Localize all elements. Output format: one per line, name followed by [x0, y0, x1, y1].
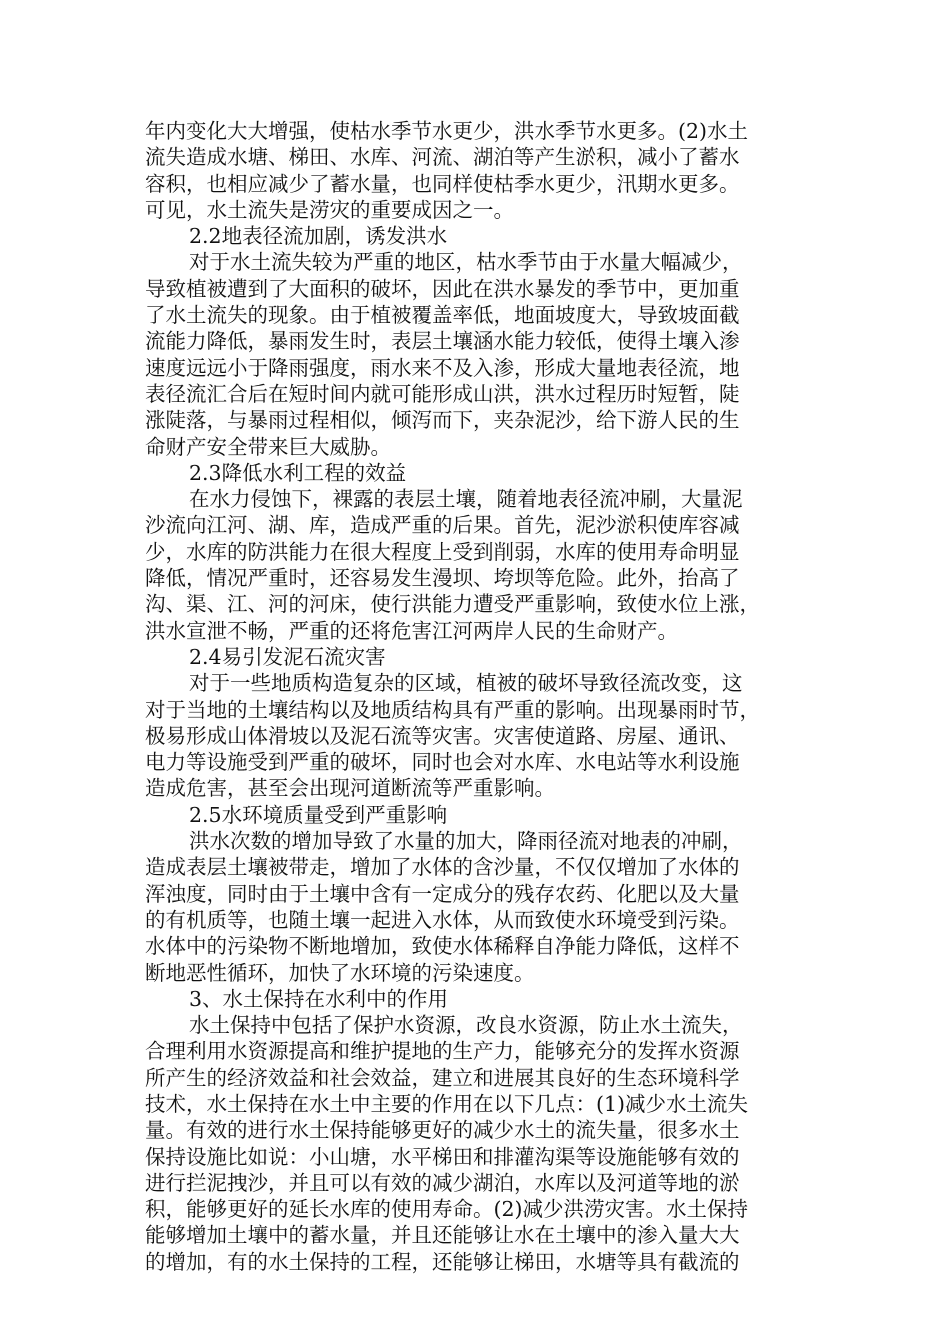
paragraph-line: 对于当地的土壤结构以及地质结构具有严重的影响。出现暴雨时节，: [145, 697, 760, 722]
paragraph-line: 在水力侵蚀下，裸露的表层土壤，随着地表径流冲刷，大量泥: [189, 487, 743, 512]
paragraph-line: 的增加，有的水土保持的工程，还能够让梯田，水塘等具有截流的: [145, 1249, 740, 1274]
paragraph-line: 流能力降低，暴雨发生时，表层土壤涵水能力较低，使得土壤入渗: [145, 329, 740, 354]
paragraph-line: 电力等设施受到严重的破坏，同时也会对水库、水电站等水利设施: [145, 750, 740, 775]
paragraph-line: 合理利用水资源提高和维护提地的生产力，能够充分的发挥水资源: [145, 1039, 740, 1064]
paragraph-line: 速度远远小于降雨强度，雨水来不及入渗，形成大量地表径流，地: [145, 355, 740, 380]
paragraph-line: 命财产安全带来巨大威胁。: [145, 434, 391, 459]
paragraph-line: 沙流向江河、湖、库，造成严重的后果。首先，泥沙淤积使库容减: [145, 513, 740, 538]
section-heading: 2.2地表径流加剧，诱发洪水: [189, 224, 448, 249]
section-heading: 2.3降低水利工程的效益: [189, 460, 407, 485]
paragraph-line: 流失造成水塘、梯田、水库、河流、湖泊等产生淤积，减小了蓄水: [145, 145, 740, 170]
paragraph-line: 水体中的污染物不断地增加，致使水体稀释自净能力降低，这样不: [145, 934, 740, 959]
paragraph-line: 极易形成山体滑坡以及泥石流等灾害。灾害使道路、房屋、通讯、: [145, 723, 740, 748]
paragraph-line: 浑浊度，同时由于土壤中含有一定成分的残存农药、化肥以及大量: [145, 881, 740, 906]
paragraph-line: 保持设施比如说：小山塘，水平梯田和排灌沟渠等设施能够有效的: [145, 1144, 740, 1169]
paragraph-line: 能够增加土壤中的蓄水量，并且还能够让水在土壤中的渗入量大大: [145, 1223, 740, 1248]
paragraph-line: 可见，水土流失是涝灾的重要成因之一。: [145, 197, 514, 222]
paragraph-line: 造成危害，甚至会出现河道断流等严重影响。: [145, 776, 555, 801]
paragraph-line: 的有机质等，也随土壤一起进入水体，从而致使水环境受到污染。: [145, 907, 740, 932]
paragraph-line: 造成表层土壤被带走，增加了水体的含沙量，不仅仅增加了水体的: [145, 855, 740, 880]
paragraph-line: 导致植被遭到了大面积的破坏，因此在洪水暴发的季节中，更加重: [145, 276, 740, 301]
paragraph-line: 量。有效的进行水土保持能够更好的减少水土的流失量，很多水土: [145, 1118, 740, 1143]
paragraph-line: 所产生的经济效益和社会效益，建立和进展其良好的生态环境科学: [145, 1065, 740, 1090]
section-heading: 2.5水环境质量受到严重影响: [189, 802, 448, 827]
paragraph-line: 进行拦泥拽沙，并且可以有效的减少湖泊，水库以及河道等地的淤: [145, 1170, 740, 1195]
document-page: [145, 118, 805, 1275]
paragraph-line: 表径流汇合后在短时间内就可能形成山洪，洪水过程历时短暂，陡: [145, 381, 740, 406]
section-heading: 2.4易引发泥石流灾害: [189, 644, 386, 669]
paragraph-line: 了水土流失的现象。由于植被覆盖率低，地面坡度大，导致坡面截: [145, 303, 740, 328]
paragraph-line: 对于一些地质构造复杂的区域，植被的破坏导致径流改变，这: [189, 671, 743, 696]
paragraph-line: 对于水土流失较为严重的地区，枯水季节由于水量大幅减少，: [189, 250, 743, 275]
paragraph-line: 积，能够更好的延长水库的使用寿命。(2)减少洪涝灾害。水土保持: [145, 1197, 749, 1222]
paragraph-line: 涨陡落，与暴雨过程相似，倾泻而下，夹杂泥沙，给下游人民的生: [145, 408, 740, 433]
paragraph-line: 降低，情况严重时，还容易发生漫坝、垮坝等危险。此外，抬高了: [145, 566, 740, 591]
section-heading: 3、水土保持在水利中的作用: [189, 986, 449, 1011]
paragraph-line: 断地恶性循环，加快了水环境的污染速度。: [145, 960, 535, 985]
paragraph-line: 少，水库的防洪能力在很大程度上受到削弱，水库的使用寿命明显: [145, 539, 740, 564]
paragraph-line: 水土保持中包括了保护水资源，改良水资源，防止水土流失，: [189, 1013, 743, 1038]
paragraph-line: 年内变化大大增强，使枯水季节水更少，洪水季节水更多。(2)水土: [145, 119, 749, 143]
paragraph-line: 洪水次数的增加导致了水量的加大，降雨径流对地表的冲刷，: [189, 829, 743, 854]
paragraph-line: 容积，也相应减少了蓄水量，也同样使枯季水更少，汛期水更多。: [145, 171, 740, 196]
paragraph-line: 洪水宣泄不畅，严重的还将危害江河两岸人民的生命财产。: [145, 618, 678, 643]
paragraph-line: 沟、渠、江、河的河床，使行洪能力遭受严重影响，致使水位上涨，: [145, 592, 760, 617]
paragraph-line: 技术，水土保持在水土中主要的作用在以下几点：(1)减少水土流失: [145, 1091, 749, 1116]
